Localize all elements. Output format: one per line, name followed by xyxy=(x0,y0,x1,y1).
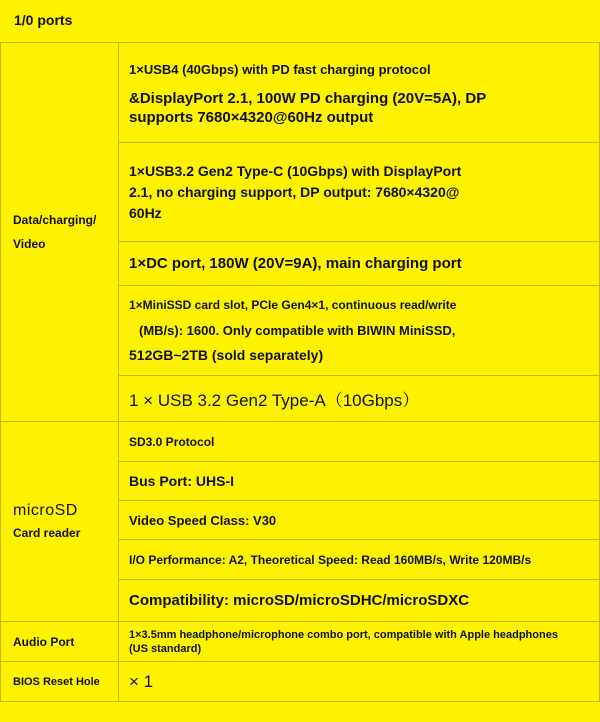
spec-usb4: 1×USB4 (40Gbps) with PD fast charging protocol &DisplayPort 2.1, 100W PD charging (20V=5A), DP supports 7680×4320@60Hz output xyxy=(119,43,600,143)
spec-compatibility: Compatibility: microSD/microSDHC/microSDXC xyxy=(119,580,600,622)
spec-bus-port: Bus Port: UHS-I xyxy=(119,462,600,501)
spec-minissd: 1×MiniSSD card slot, PCIe Gen4×1, continuous read/write (MB/s): 1600. Only compatible with BIWIN MiniSSD, 512GB~2TB (sold separately) xyxy=(119,286,600,376)
spec-dc-port: 1×DC port, 180W (20V=9A), main charging port xyxy=(119,242,600,286)
page-title: 1/0 ports xyxy=(14,12,73,28)
spec-sd-protocol: SD3.0 Protocol xyxy=(119,422,600,462)
table-row xyxy=(1,422,600,462)
spec-table xyxy=(0,42,600,702)
spec-video-speed: Video Speed Class: V30 xyxy=(119,501,600,540)
row-label-bios: BIOS Reset Hole xyxy=(1,662,119,702)
table-row xyxy=(1,622,600,662)
table-row xyxy=(1,43,600,143)
spec-usb-a: 1 × USB 3.2 Gen2 Type-A（10Gbps） xyxy=(119,376,600,422)
spec-audio: 1×3.5mm headphone/microphone combo port, compatible with Apple headphones (US standard) xyxy=(119,622,600,662)
row-label-data: Data/charging/ Video xyxy=(1,43,119,422)
row-label-audio: Audio Port xyxy=(1,622,119,662)
spec-io-performance: I/O Performance: A2, Theoretical Speed: Read 160MB/s, Write 120MB/s xyxy=(119,540,600,580)
table-row xyxy=(1,662,600,702)
spec-usb-c: 1×USB3.2 Gen2 Type-C (10Gbps) with DisplayPort 2.1, no charging support, DP output: 7680×4320@ 60Hz xyxy=(119,143,600,242)
row-label-card-reader: microSD Card reader xyxy=(1,422,119,622)
spec-bios: × 1 xyxy=(119,662,600,702)
